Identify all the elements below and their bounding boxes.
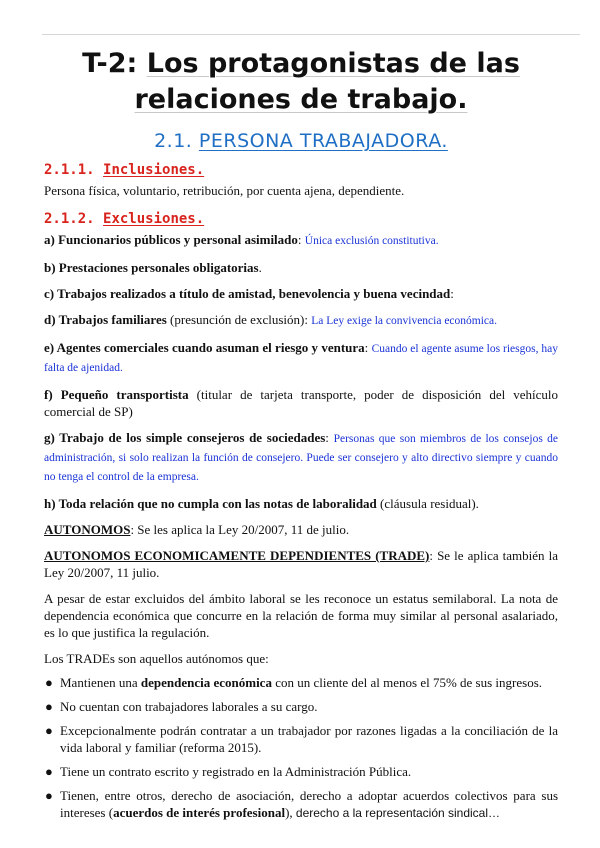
title-line2: relaciones de trabajo. [134,84,468,115]
exclusion-e-title: e) Agentes comerciales cuando asuman el riesgo y ventura [44,340,365,355]
list-item-text: No cuentan con trabajadores laborales a su cargo. [60,699,318,714]
bullet-icon: ● [45,675,53,690]
list-item [44,698,558,715]
trade-label: AUTONOMOS ECONOMICAMENTE DEPENDIENTES (TRADE) [44,548,430,563]
bullet-icon: ● [45,699,53,714]
exclusion-b-title: b) Prestaciones personales obligatorias [44,260,259,275]
bullet-icon: ● [45,788,53,803]
exclusion-f-text: (titular de tarjeta transporte, poder de disposición del vehículo comercial de SP) [44,387,559,419]
list-item-text: ), [285,805,296,820]
list-item [44,674,558,691]
exclusion-a-title: a) Funcionarios públicos y personal asimilado [44,232,298,247]
exclusion-d-title: d) Trabajos familiares [44,312,167,327]
exclusion-a: a) Funcionarios públicos y personal asimilado: Única exclusión constitutiva. [44,232,439,247]
section-number: 2.1. [154,130,193,152]
exclusion-g-note: Personas que son miembros de los consejos de administración, si solo realizan la función de consejero. Puede ser consejero y alto directivo siempre y cuando no tenga el control de la empresa. [44,433,558,483]
section-heading [44,130,558,152]
subsection-label: Exclusiones. [103,211,205,227]
title-line1: Los protagonistas de las [146,48,520,79]
exclusion-c-title: c) Trabajos realizados a título de amistad, benevolencia y buena vecindad [44,286,451,301]
autonomos-text: : Se les aplica la Ley 20/2007, 11 de julio. [130,522,350,537]
exclusion-d-note: La Ley exige la convivencia económica. [311,315,498,327]
exclusion-h-text: (cláusula residual). [376,496,479,511]
page-title [44,46,558,118]
list-item-text: Excepcionalmente podrán contratar a un trabajador por razones ligadas a la conciliación de la vida laboral y familiar (reforma 2015). [60,723,558,755]
subsection-number: 2.1.2. [44,211,95,227]
exclusion-d-text: (presunción de exclusión): [166,312,312,327]
exclusion-b: b) Prestaciones personales obligatorias. [44,260,262,275]
exclusion-f [44,386,558,420]
list-item-bold: acuerdos de interés profesional [113,805,286,820]
exclusion-h [44,495,558,512]
list-item [44,787,558,822]
list-item-text: Tienen, entre otros, derecho de asociación, derecho a adoptar acuerdos colectivos para sus intereses ( [60,788,558,820]
exclusion-f-title: f) Pequeño transportista [44,387,189,402]
autonomos-line [44,521,558,538]
list-item-text: Tiene un contrato escrito y registrado en la Administración Pública. [60,764,412,779]
exclusion-h-title: h) Toda relación que no cumpla con las notas de laboralidad [44,496,377,511]
section-label: PERSONA TRABAJADORA. [198,130,448,152]
exclusion-e: e) Agentes comerciales cuando asuman el riesgo y ventura: Cuando el agente asume los riesgos, hay falta de ajenidad. [44,340,558,374]
exclusion-c: c) Trabajos realizados a título de amistad, benevolencia y buena vecindad: [44,286,454,301]
exclusion-a-note: Única exclusión constitutiva. [304,235,439,247]
subsection-inclusiones [44,162,558,178]
list-item-tail: derecho a la representación sindical… [295,806,501,820]
exclusion-d [44,311,558,330]
trade-text: : Se le aplica también la Ley 20/2007, 11 julio. [44,548,558,580]
list-item [44,763,558,780]
trade-conditions-list [44,674,558,822]
title-prefix: T-2: [82,48,138,79]
document-page [44,46,558,822]
paragraph-trades-intro: Los TRADEs son aquellos autónomos que: [44,651,269,666]
subsection-exclusiones [44,211,558,227]
subsection-number: 2.1.1. [44,162,95,178]
exclusion-g: g) Trabajo de los simple consejeros de sociedades: Personas que son miembros de los consejos de administración, si solo realizan la función de consejero. Puede ser consejero y alto directivo siempre y cuando no tenga el control de la empresa. [44,430,558,483]
trade-line [44,547,558,581]
paragraph-semilaboral: A pesar de estar excluidos del ámbito laboral se les reconoce un estatus semilaboral. La nota de dependencia económica que concurre en la relación de forma muy similar al personal asalariado, es lo que justifica la regulación. [44,591,558,640]
exclusion-e-note: Cuando el agente asume los riesgos, hay falta de ajenidad. [44,343,558,374]
subsection-label: Inclusiones. [103,162,205,178]
list-item-text: con un cliente del al menos el 75% de sus ingresos. [271,675,543,690]
bullet-icon: ● [45,764,53,779]
header-rule [42,34,580,35]
list-item [44,722,558,756]
list-item-bold: dependencia económica [140,675,272,690]
exclusion-g-title: g) Trabajo de los simple consejeros de sociedades [44,430,326,445]
inclusion-text: Persona física, voluntario, retribución, por cuenta ajena, dependiente. [44,183,405,198]
bullet-icon: ● [45,723,53,738]
autonomos-label: AUTONOMOS [44,522,131,537]
list-item-text: Mantienen una [60,675,141,690]
